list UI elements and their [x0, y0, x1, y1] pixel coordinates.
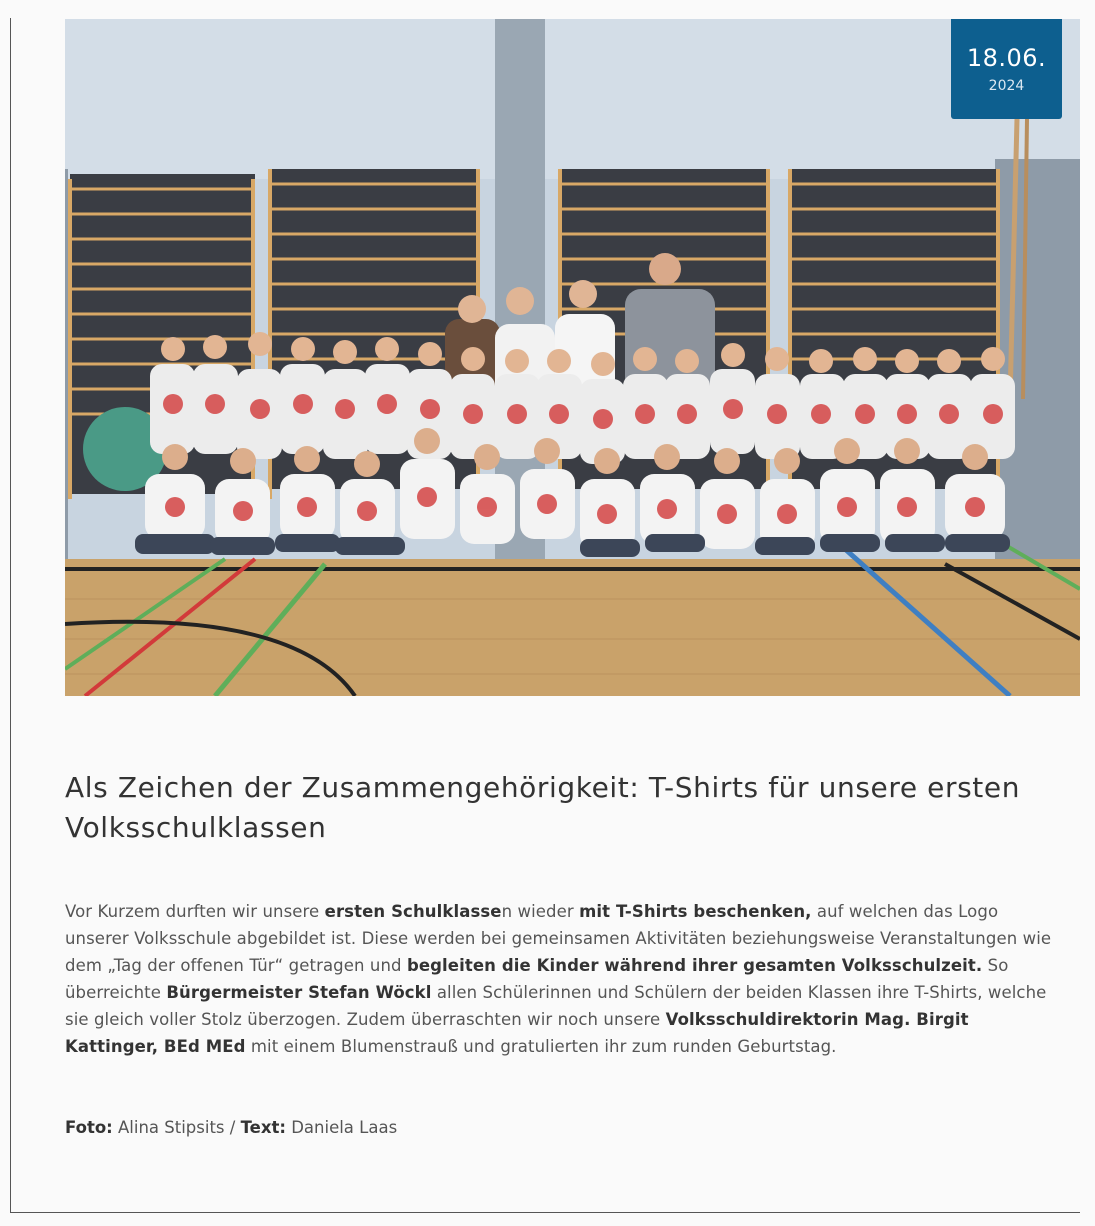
- photo-credit-label: Foto:: [65, 1118, 113, 1137]
- article-title: Als Zeichen der Zusammengehörigkeit: T-Shirts für unsere ersten Volksschulklassen: [65, 771, 1021, 844]
- text-credit-name: Daniela Laas: [285, 1118, 398, 1137]
- body-bold-segment: ersten Schulklasse: [324, 902, 502, 921]
- frame-border-left: [10, 18, 11, 1213]
- body-text-segment: n wieder: [501, 902, 580, 921]
- body-text-segment: allen Schülerinnen und Schülern der beiden Klassen ihre T-Shirts, welche sie gleich voller Stolz überzogen. Zudem überraschten wir noch unsere: [65, 983, 1047, 1029]
- body-text-segment: auf welchen das Logo unserer Volksschule abgebildet ist. Diese werden bei gemeinsamen Aktivitäten beziehungsweise Veranstaltungen wie dem „Tag der offenen Tür“ getragen und: [65, 902, 1052, 975]
- text-credit-label: Text:: [240, 1118, 286, 1137]
- body-bold-segment: Bürgermeister Stefan Wöckl: [166, 983, 432, 1002]
- frame-border-bottom: [10, 1212, 1080, 1213]
- photo-credit-name: Alina Stipsits /: [112, 1118, 241, 1137]
- article-body: [65, 898, 1065, 1060]
- body-bold-segment: begleiten die Kinder während ihrer gesamten Volksschulzeit.: [406, 956, 983, 975]
- body-text-segment: Vor Kurzem durften wir unsere: [65, 902, 325, 921]
- body-text-segment: So überreichte: [65, 956, 1009, 1002]
- body-bold-segment: mit T-Shirts beschenken,: [579, 902, 812, 921]
- article-credits: [65, 1114, 397, 1141]
- date-badge: [951, 19, 1062, 119]
- body-bold-segment: Volksschuldirektorin Mag. Birgit Kattinger, BEd MEd: [65, 1010, 969, 1056]
- article-photo: [65, 19, 1080, 696]
- body-text-segment: mit einem Blumenstrauß und gratulierten ihr zum runden Geburtstag.: [245, 1037, 837, 1056]
- date-day: 18.06.: [966, 44, 1047, 72]
- date-year: 2024: [988, 78, 1025, 94]
